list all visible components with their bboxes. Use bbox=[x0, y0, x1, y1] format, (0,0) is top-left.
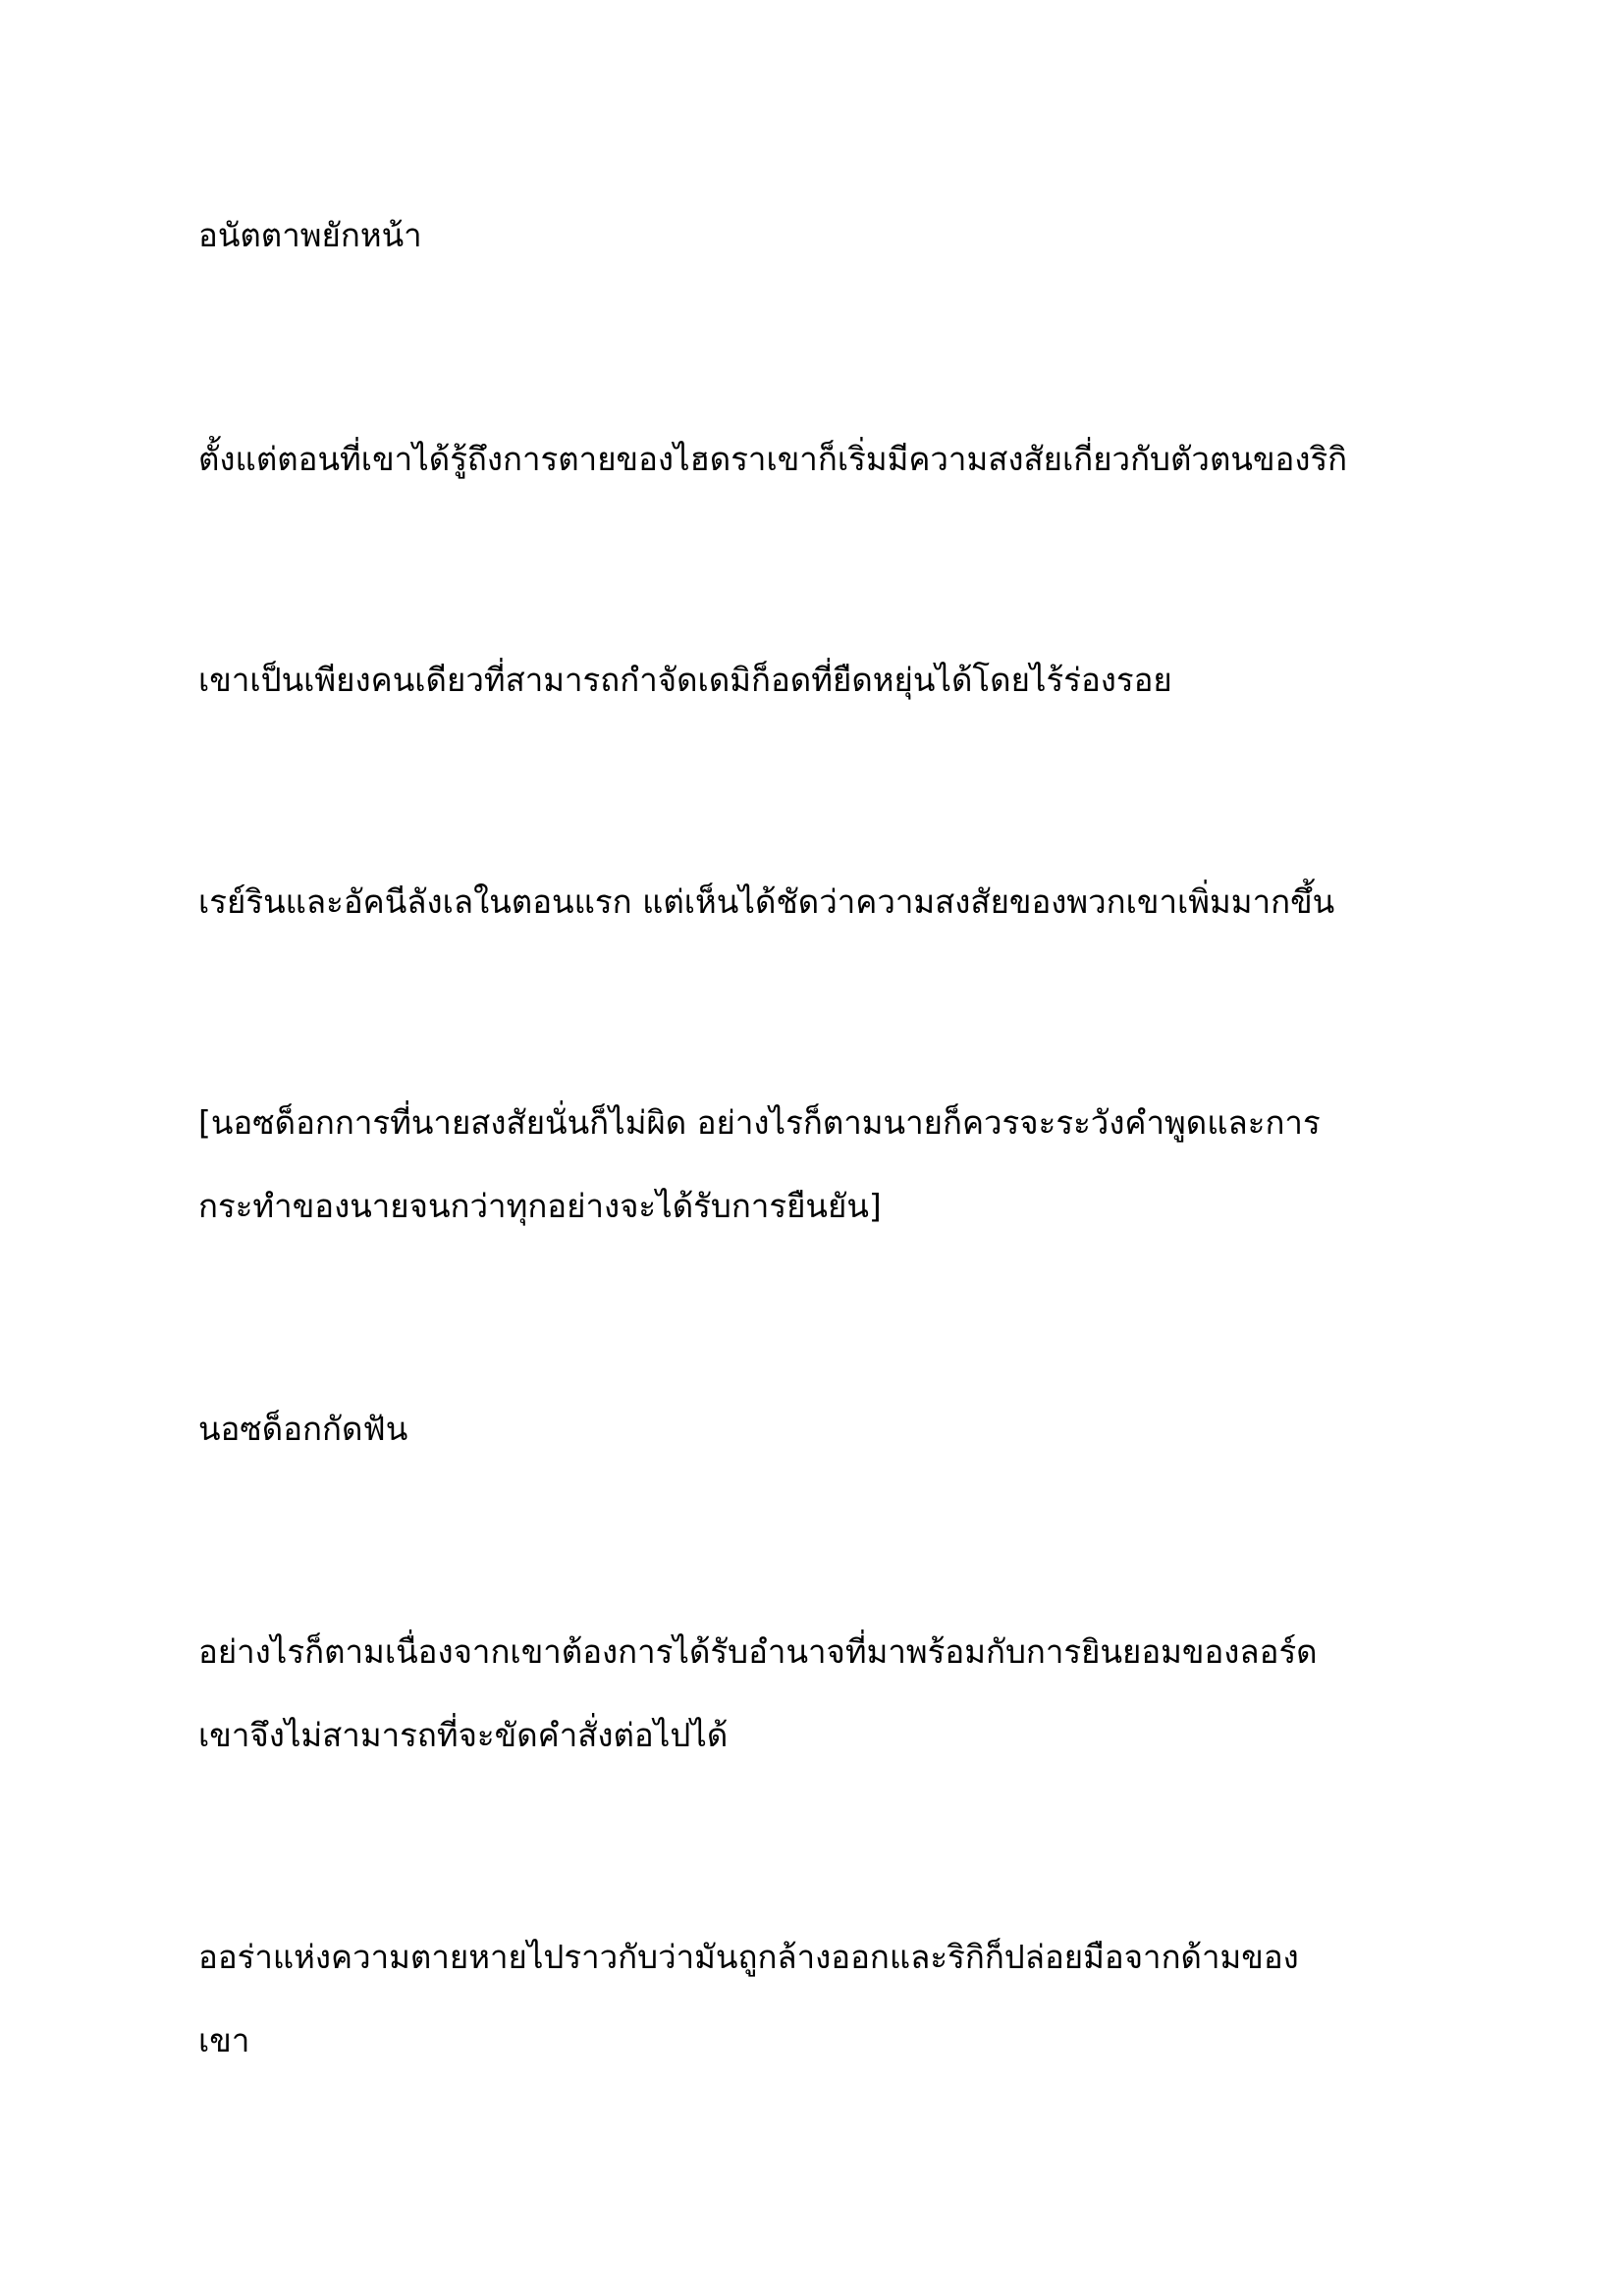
paragraph-line: กระทำของนายจนกว่าทุกอย่างจะได้รับการยืนยัน] bbox=[198, 1187, 882, 1225]
paragraph-line: ออร่าแห่งความตายหายไปราวกับว่ามันถูกล้างออกและริกิก็ปล่อยมือจากด้ามของ bbox=[198, 1938, 1299, 1976]
paragraph-6 bbox=[198, 1387, 1435, 1470]
paragraph-line: นอซด็อกกัดฟัน bbox=[198, 1410, 408, 1448]
paragraph-line: เขาเป็นเพียงคนเดียวที่สามารถกำจัดเดมิก็อดที่ยืดหยุ่นได้โดยไร้ร่องรอย bbox=[198, 661, 1172, 699]
paragraph-2 bbox=[198, 417, 1435, 501]
paragraph-line: อย่างไรก็ตามเนื่องจากเขาต้องการได้รับอำนาจที่มาพร้อมกับการยินยอมของลอร์ด bbox=[198, 1632, 1318, 1671]
paragraph-line: เรย์รินและอัคนีลังเลในตอนแรก แต่เห็นได้ชัดว่าความสงสัยของพวกเขาเพิ่มมากขึ้น bbox=[198, 882, 1335, 921]
paragraph-line: ตั้งแต่ตอนที่เขาได้รู้ถึงการตายของไฮดราเขาก็เริ่มมีความสงสัยเกี่ยวกับตัวตนของริกิ bbox=[198, 440, 1348, 478]
paragraph-7 bbox=[198, 1610, 1435, 1777]
paragraph-line: เขาจึงไม่สามารถที่จะขัดคำสั่งต่อไปได้ bbox=[198, 1716, 729, 1754]
paragraph-line: [นอซด็อกการที่นายสงสัยนั่นก็ไม่ผิด อย่างไรก็ตามนายก็ควรจะระวังคำพูดและการ bbox=[198, 1103, 1321, 1142]
paragraph-line: อนัตตาพยักหน้า bbox=[198, 216, 422, 254]
paragraph-line: เขา bbox=[198, 2021, 250, 2059]
paragraph-1 bbox=[198, 193, 1435, 277]
paragraph-4 bbox=[198, 860, 1435, 943]
paragraph-5 bbox=[198, 1081, 1435, 1248]
paragraph-3 bbox=[198, 638, 1435, 721]
paragraph-8 bbox=[198, 1915, 1435, 2082]
